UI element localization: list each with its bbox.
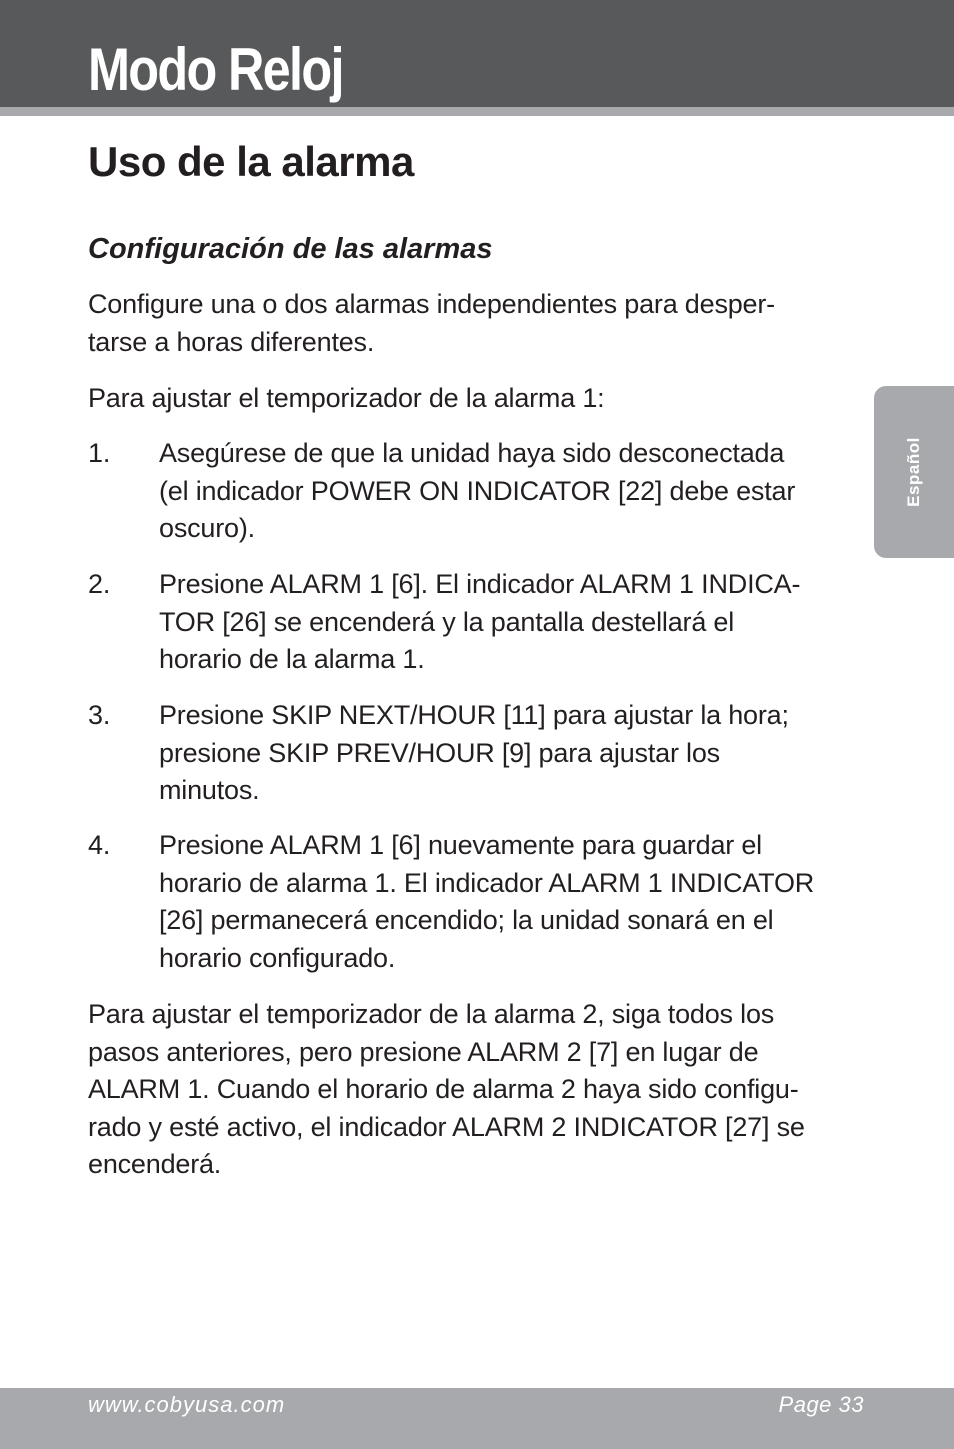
text-line: Para ajustar el temporizador de la alarma 2, siga todos los [88,999,775,1029]
text-line: TOR [26] se encenderá y la pantalla destellará el [159,606,735,637]
alarm1-lead-paragraph [88,380,878,418]
text-line: presione SKIP PREV/HOUR [9] para ajustar los [159,737,720,768]
section-title: Uso de la alarma [88,138,414,185]
step-number: 2. [88,569,111,599]
chapter-title: Modo Reloj [88,36,343,103]
step-number: 1. [88,438,111,468]
text-line: encenderá. [88,1149,222,1180]
step-text [159,697,879,810]
footer-url: www.cobyusa.com [88,1392,286,1417]
text-line: Presione ALARM 1 [6] nuevamente para guardar el [159,830,762,860]
subsection-title: Configuración de las alarmas [88,233,493,265]
text-line: horario de la alarma 1. [159,644,425,675]
text-line: minutos. [159,775,260,806]
step-number: 3. [88,700,111,730]
text-line: Presione SKIP NEXT/HOUR [11] para ajustar la hora; [159,700,789,730]
text-line: tarse a horas diferentes. [88,326,375,357]
text-line: horario de alarma 1. El indicador ALARM 1 INDICATOR [159,867,815,898]
intro-paragraph [88,286,878,361]
step-text [159,566,879,679]
step-number: 4. [88,830,111,860]
text-line: (el indicador POWER ON INDICATOR [22] debe estar [159,475,796,506]
language-tab-label: Español [904,437,923,507]
step-text [159,435,879,548]
text-line: rado y esté activo, el indicador ALARM 2 INDICATOR [27] se [88,1111,805,1142]
text-line: Presione ALARM 1 [6]. El indicador ALARM 1 INDICA- [159,569,801,599]
alarm2-paragraph [88,996,878,1184]
language-tab [874,386,954,558]
text-line: ALARM 1. Cuando el horario de alarma 2 haya sido configu- [88,1074,799,1105]
text-line: Para ajustar el temporizador de la alarma 1: [88,383,605,413]
text-line: Asegúrese de que la unidad haya sido desconectada [159,438,785,468]
text-line: horario configurado. [159,942,396,973]
text-line: [26] permanecerá encendido; la unidad sonará en el [159,905,774,936]
footer-page-number: Page 33 [778,1392,864,1417]
step-text [159,827,879,977]
text-line: Configure una o dos alarmas independientes para desper- [88,289,775,319]
text-line: pasos anteriores, pero presione ALARM 2 [7] en lugar de [88,1036,759,1067]
text-line: oscuro). [159,513,255,544]
